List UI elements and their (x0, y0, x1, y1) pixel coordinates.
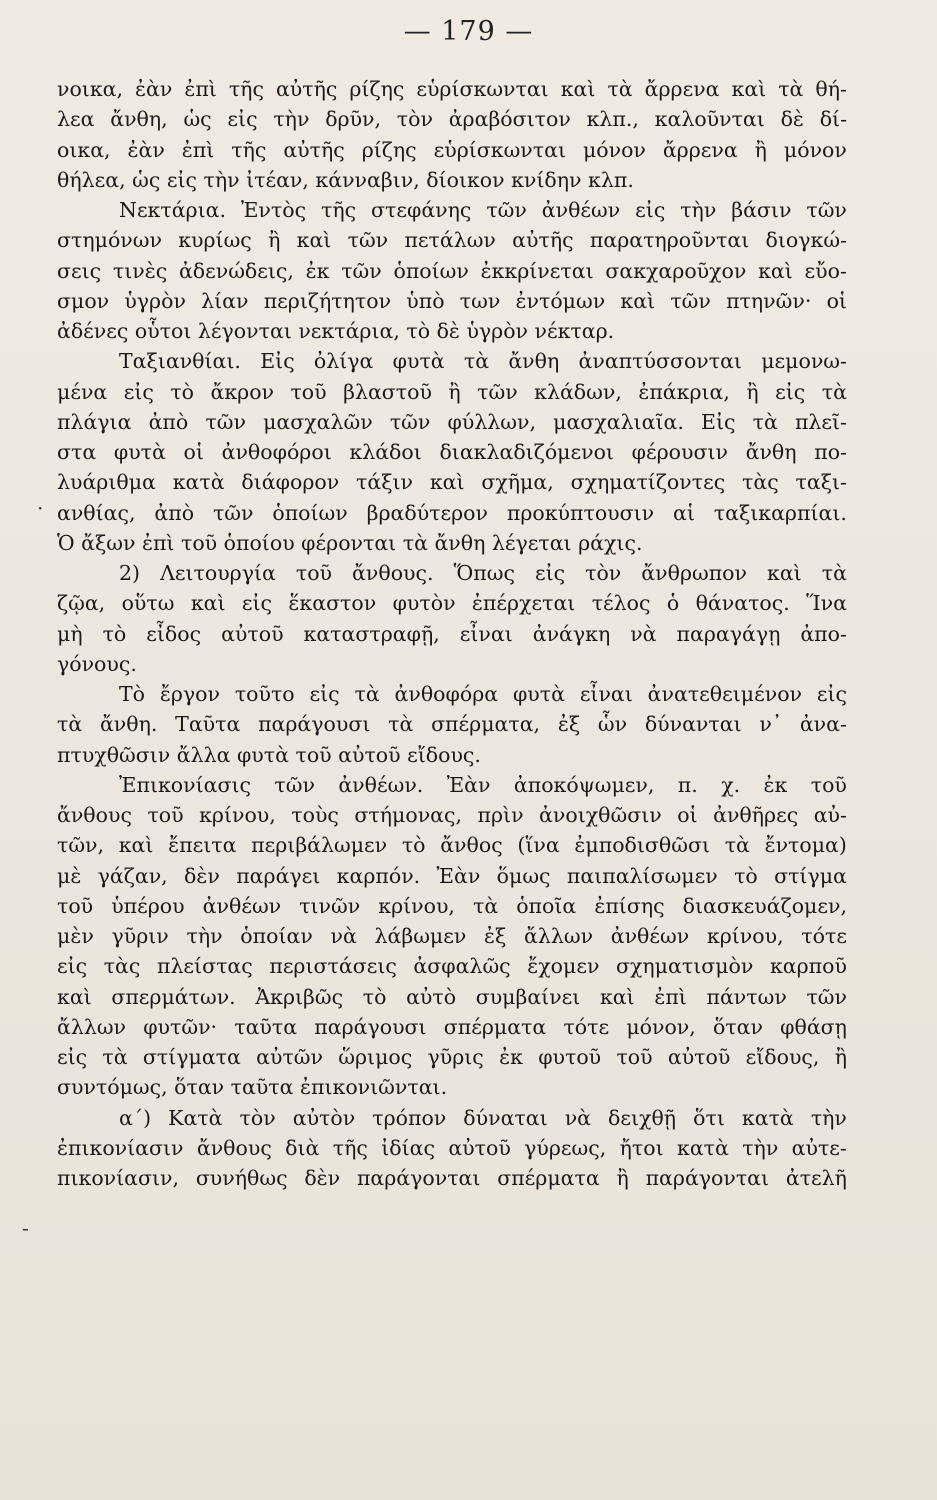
text-line: λεα ἄνθη, ὡς εἰς τὴν δρῦν, τὸν ἀραβόσιτον κλπ., καλοῦνται δὲ δί- (57, 107, 847, 132)
text-line: τῶν, καὶ ἔπειτα περιβάλωμεν τὸ ἄνθος (ἵνα ἐμποδισθῶσι τὰ ἔντομα) (57, 833, 847, 858)
margin-dash: - (22, 1216, 29, 1240)
text-line: πλάγια ἀπὸ τῶν μασχαλῶν τῶν φύλλων, μασχαλιαῖα. Εἰς τὰ πλεῖ- (57, 409, 847, 434)
text-line: στημόνων κυρίως ἢ καὶ τῶν πετάλων αὐτῆς παρατηροῦνται διογκώ- (57, 228, 847, 253)
text-line: Ἐπικονίασις τῶν ἀνθέων. Ἐὰν ἀποκόψωμεν, π. χ. ἐκ τοῦ (119, 772, 847, 797)
text-line: Ὁ ἄξων ἐπὶ τοῦ ὁποίου φέρονται τὰ ἄνθη λέγεται ράχις. (57, 530, 643, 555)
page-number: — 179 — (403, 16, 534, 47)
text-line: μὲ γάζαν, δὲν παράγει καρπόν. Ἐὰν ὅμως παιπαλίσωμεν τὸ στίγμα (57, 863, 847, 888)
text-line: νοικα, ἐὰν ἐπὶ τῆς αὐτῆς ρίζης εὑρίσκωνται καὶ τὰ ἄρρενα καὶ τὰ θή- (57, 77, 847, 101)
text-line: ἀδένες οὗτοι λέγονται νεκτάρια, τὸ δὲ ὑγρὸν νέκταρ. (57, 319, 615, 343)
text-line: εἰς τὰς πλείστας περιστάσεις ἀσφαλῶς ἔχομεν σχηματισμὸν καρποῦ (57, 954, 847, 979)
text-line: θήλεα, ὡς εἰς τὴν ἰτέαν, κάνναβιν, δίοικον κνίδην κλπ. (57, 167, 634, 192)
text-line: ἄνθους τοῦ κρίνου, τοὺς στήμονας, πρὶν ἀνοιχθῶσιν οἱ ἀνθῆρες αὐ- (57, 803, 847, 827)
text-line: οικα, ἐὰν ἐπὶ τῆς αὐτῆς ρίζης εὑρίσκωνται μόνον ἄρρενα ἢ μόνον (57, 137, 847, 162)
text-line: ζῷα, οὕτω καὶ εἰς ἕκαστον φυτὸν ἐπέρχεται τέλος ὁ θάνατος. Ἵνα (57, 591, 847, 616)
text-line: μὴ τὸ εἶδος αὐτοῦ καταστραφῇ, εἶναι ἀνάγκη νὰ παραγάγῃ ἀπο- (57, 621, 847, 646)
text-line: 2) Λειτουργία τοῦ ἄνθους. Ὅπως εἰς τὸν ἄνθρωπον καὶ τὰ (119, 561, 847, 585)
text-line: Ταξιανθίαι. Εἰς ὀλίγα φυτὰ τὰ ἄνθη ἀναπτύσσονται μεμονω- (119, 349, 847, 374)
text-line: ανθίας, ἀπὸ τῶν ὁποίων βραδύτερον προκύπτουσιν αἱ ταξικαρπίαι. (57, 500, 847, 525)
text-line: τοῦ ὑπέρου ἀνθέων τινῶν κρίνου, τὰ ὁποῖα ἐπίσης διασκευάζομεν, (57, 893, 847, 918)
text-line: εἰς τὰ στίγματα αὐτῶν ὥριμος γῦρις ἐκ φυτοῦ τοῦ αὐτοῦ εἴδους, ἢ (57, 1045, 847, 1069)
text-line: στα φυτὰ οἱ ἀνθοφόροι κλάδοι διακλαδιζόμενοι φέρουσιν ἄνθη πο- (57, 440, 847, 464)
text-line: καὶ σπερμάτων. Ἀκριβῶς τὸ αὐτὸ συμβαίνει καὶ ἐπὶ πάντων τῶν (57, 984, 847, 1009)
text-line: Τὸ ἔργον τοῦτο εἰς τὰ ἀνθοφόρα φυτὰ εἶναι ἀνατεθειμένον εἰς (119, 682, 847, 706)
text-line: πτυχθῶσιν ἄλλα φυτὰ τοῦ αὐτοῦ εἴδους. (57, 742, 481, 767)
text-line: μένα εἰς τὸ ἄκρον τοῦ βλαστοῦ ἢ τῶν κλάδων, ἐπάκρια, ἢ εἰς τὰ (57, 379, 847, 404)
text-line: σεις τινὲς ἀδενώδεις, ἐκ τῶν ὁποίων ἐκκρίνεται σακχαροῦχον καὶ εὔο- (57, 258, 847, 283)
text-line: τὰ ἄνθη. Ταῦτα παράγουσι τὰ σπέρματα, ἐξ ὧν δύνανται ν᾽ ἀνα- (57, 712, 847, 737)
text-line: συντόμως, ὅταν ταῦτα ἐπικονιῶνται. (57, 1075, 448, 1100)
text-line: Νεκτάρια. Ἐντὸς τῆς στεφάνης τῶν ἀνθέων εἰς τὴν βάσιν τῶν (119, 198, 847, 222)
text-line: σμον ὑγρὸν λίαν περιζήτητον ὑπὸ των ἐντόμων καὶ τῶν πτηνῶν· οἱ (57, 288, 847, 313)
text-line: ἄλλων φυτῶν· ταῦτα παράγουσι σπέρματα τότε μόνον, ὅταν φθάσῃ (57, 1014, 847, 1039)
text-line: ἐπικονίασιν ἄνθους διὰ τῆς ἰδίας αὐτοῦ γύρεως, ἤτοι κατὰ τὴν αὐτε- (57, 1135, 847, 1160)
margin-dot: · (37, 496, 44, 520)
text-line: α΄) Κατὰ τὸν αὐτὸν τρόπον δύναται νὰ δειχθῇ ὅτι κατὰ τὴν (119, 1105, 847, 1130)
body-text (57, 74, 847, 1193)
text-line: λυάριθμα κατὰ διάφορον τάξιν καὶ σχῆμα, σχηματίζοντες τὰς ταξι- (57, 470, 847, 495)
text-line: μὲν γῦριν τὴν ὁποίαν νὰ λάβωμεν ἐξ ἄλλων ἀνθέων κρίνου, τότε (57, 924, 847, 948)
text-line: πικονίασιν, συνήθως δὲν παράγονται σπέρματα ἢ παράγονται ἀτελῆ (57, 1166, 847, 1190)
text-line: γόνους. (57, 651, 137, 676)
